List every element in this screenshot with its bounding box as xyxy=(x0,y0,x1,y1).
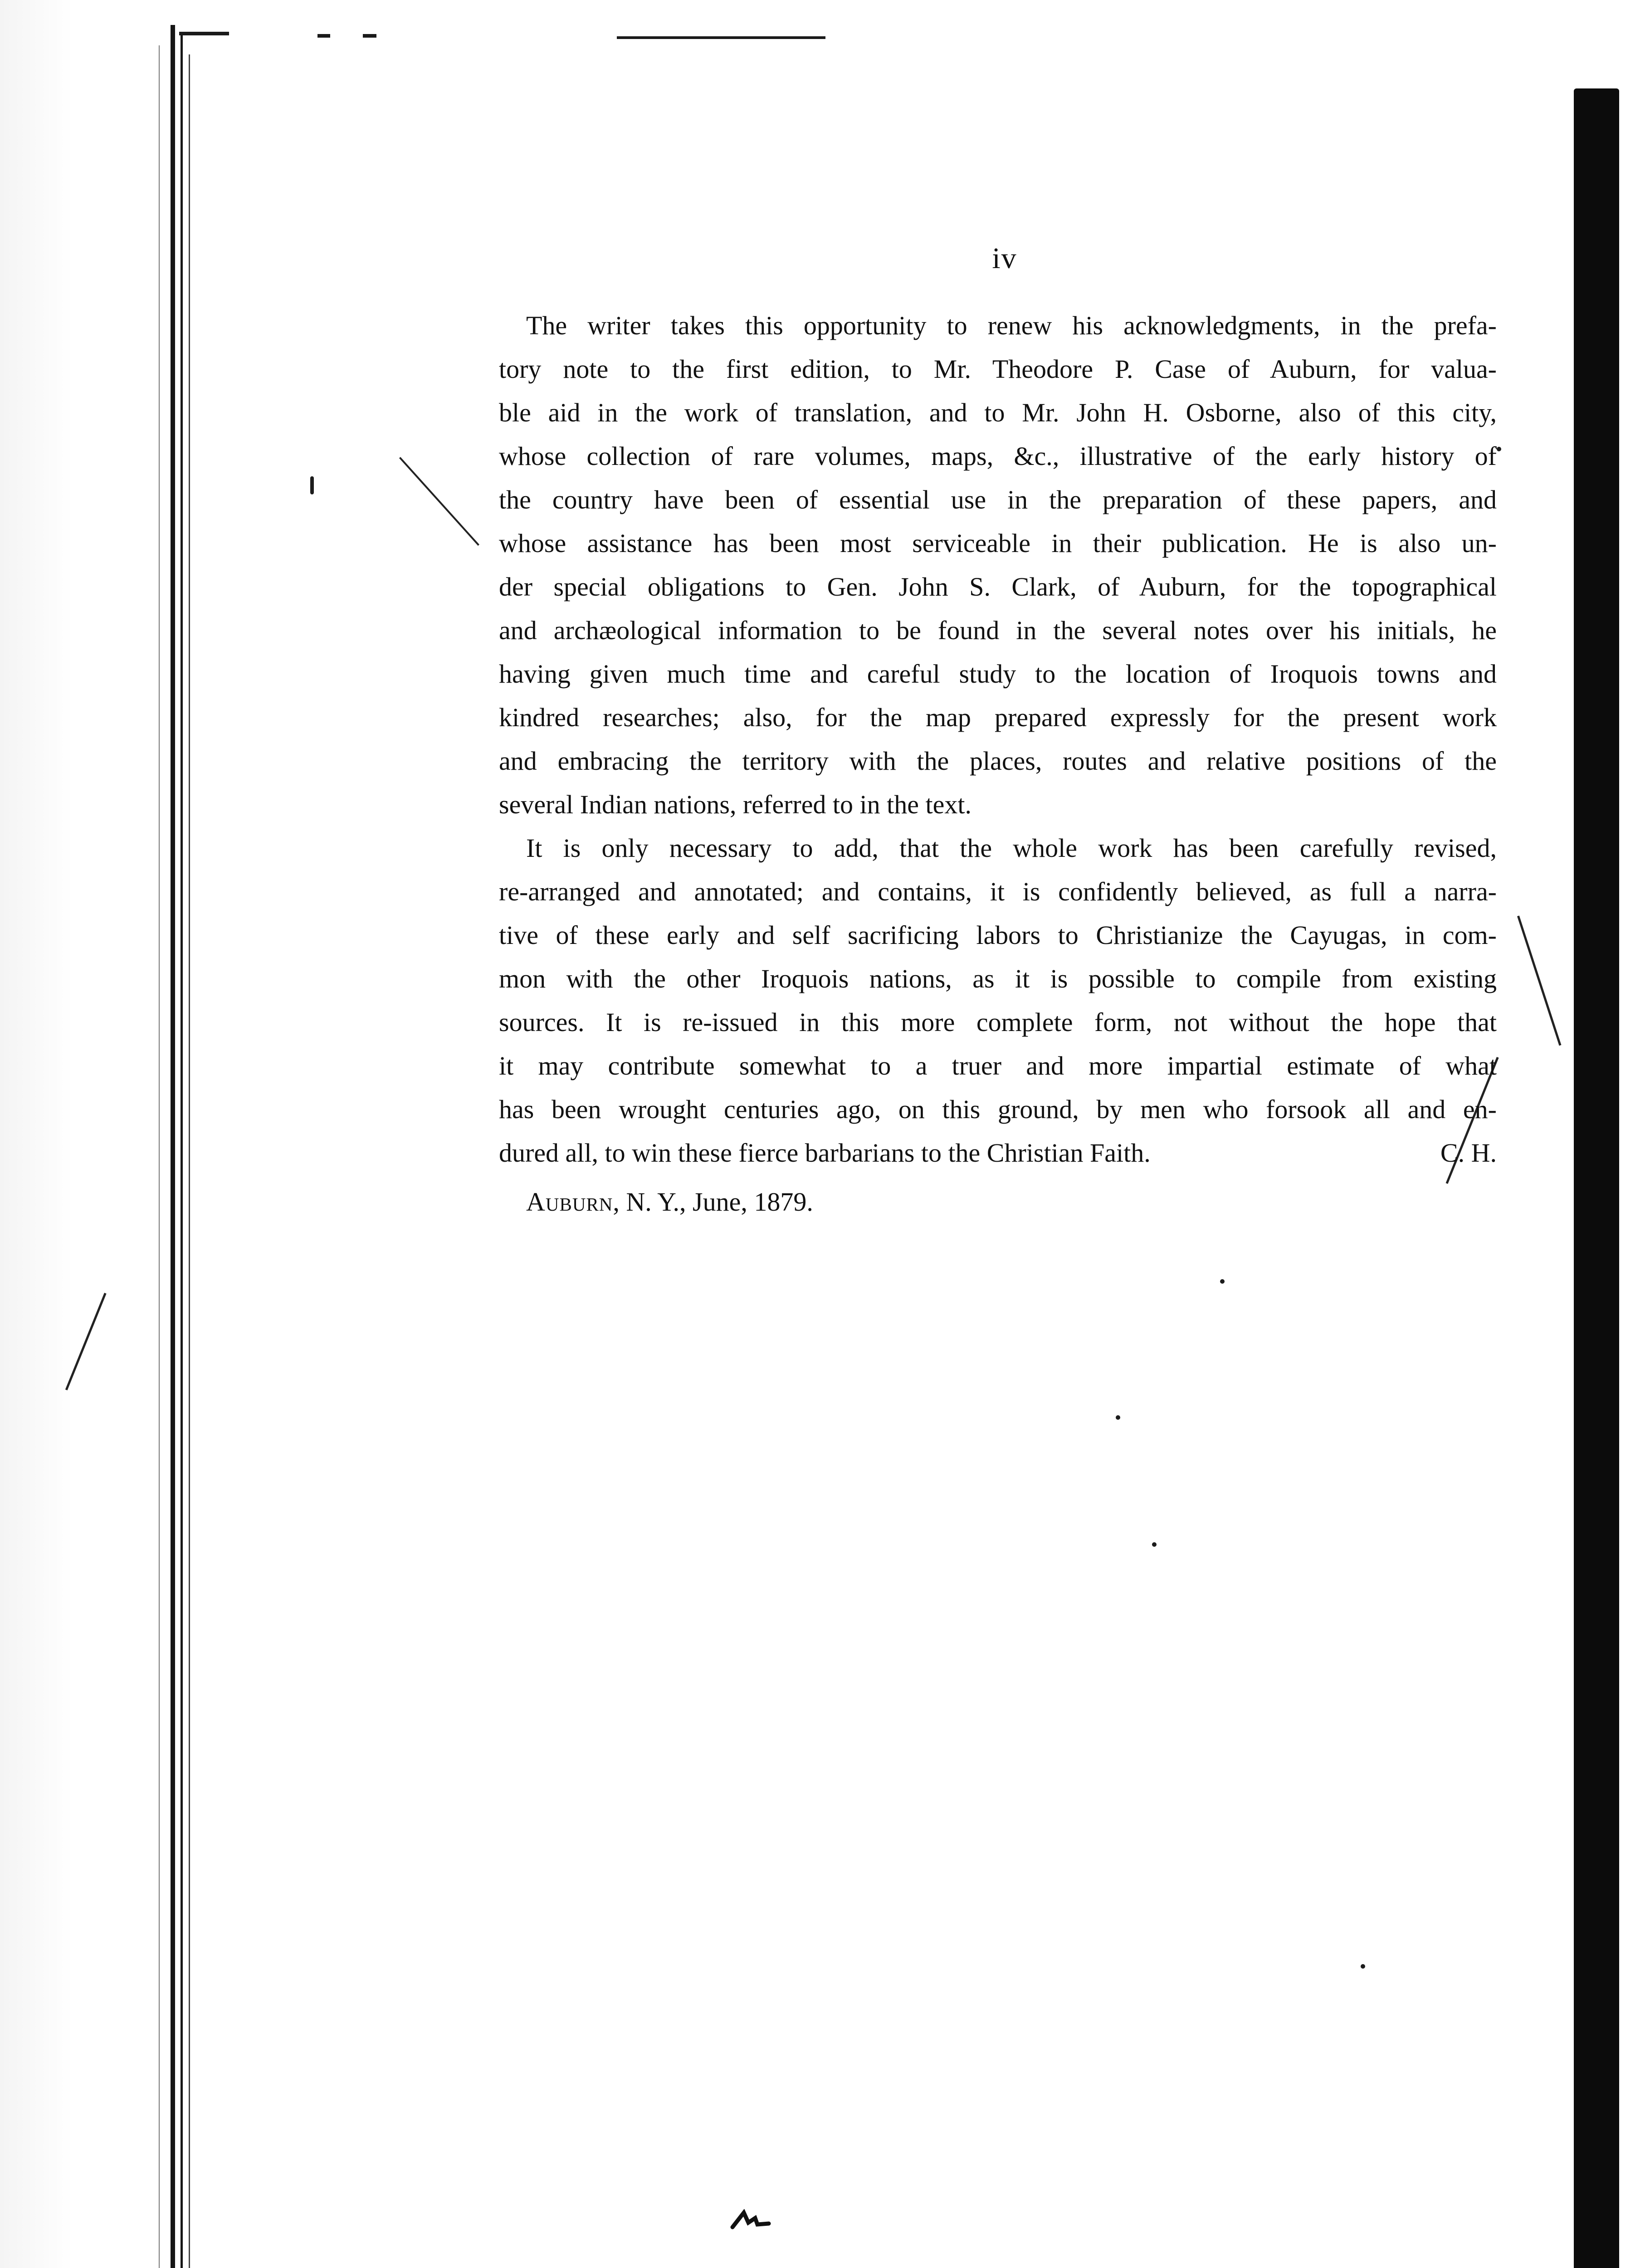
binding-edge-line xyxy=(181,32,183,2268)
ink-blot-mark xyxy=(730,2209,771,2232)
paragraph-2-line: It is only necessary to add, that the whole work has been carefully revised, xyxy=(526,833,1497,863)
paragraph-1-line: and embracing the territory with the places, routes and relative positions of the xyxy=(499,746,1497,776)
paragraph-1-line: having given much time and careful study to the location of Iroquois towns and xyxy=(499,659,1497,689)
scan-top-mark xyxy=(617,36,825,39)
margin-pencil-stroke xyxy=(399,457,479,546)
paragraph-1-line: whose collection of rare volumes, maps, &c., illustrative of the early history of xyxy=(499,441,1497,471)
paragraph-1-line: whose assistance has been most serviceable in their publication. He is also un- xyxy=(499,528,1497,558)
scan-left-margin xyxy=(0,0,190,2268)
paragraph-1-line: kindred researches; also, for the map prepared expressly for the present work xyxy=(499,703,1497,732)
paragraph-1-line: der special obligations to Gen. John S. Clark, of Auburn, for the topographical xyxy=(499,572,1497,601)
binding-edge-line xyxy=(171,25,175,2268)
scan-speck xyxy=(1361,1964,1365,1969)
place-name: Auburn xyxy=(526,1187,613,1217)
scan-top-mark xyxy=(179,32,229,35)
scan-speck xyxy=(1116,1415,1120,1420)
scan-speck xyxy=(1497,447,1501,451)
binding-edge-line xyxy=(189,54,190,2268)
paragraph-1-line: several Indian nations, referred to in the text. xyxy=(499,790,971,819)
binding-edge-line xyxy=(159,45,160,2268)
paragraph-1-line: tory note to the first edition, to Mr. Theodore P. Case of Auburn, for valua- xyxy=(499,354,1497,384)
paragraph-1-line: ble aid in the work of translation, and to Mr. John H. Osborne, also of this city, xyxy=(499,398,1497,427)
margin-pencil-stroke xyxy=(1517,915,1561,1046)
paragraph-2-line: dured all, to win these fierce barbarians to the Christian Faith. xyxy=(499,1138,1151,1168)
paragraph-2-line: re-arranged and annotated; and contains, it is confidently believed, as full a narra- xyxy=(499,877,1497,906)
place-date-rest: , N. Y., June, 1879. xyxy=(613,1187,813,1217)
scan-speck xyxy=(310,476,314,494)
paragraph-2-line: tive of these early and self sacrificing labors to Christianize the Cayugas, in com- xyxy=(499,920,1497,950)
paragraph-2-final-line xyxy=(499,1131,1497,1175)
scan-top-mark xyxy=(317,34,330,38)
paragraph-1-line: the country have been of essential use in the preparation of these papers, and xyxy=(499,485,1497,514)
scan-top-mark xyxy=(363,34,376,38)
paragraph-1-line: The writer takes this opportunity to renew his acknowledgments, in the prefa- xyxy=(526,311,1497,340)
author-initials: C. H. xyxy=(1440,1138,1497,1168)
scan-speck xyxy=(1220,1279,1225,1284)
preface-body xyxy=(499,304,1497,1175)
paragraph-2-line: it may contribute somewhat to a truer and more impartial estimate of what xyxy=(499,1051,1497,1080)
scan-right-shadow xyxy=(1574,88,1619,2268)
paragraph-2-line: has been wrought centuries ago, on this ground, by men who forsook all and en- xyxy=(499,1095,1497,1124)
paragraph-2-line: sources. It is re-issued in this more complete form, not without the hope that xyxy=(499,1007,1497,1037)
page-number: iv xyxy=(992,242,1017,275)
place-and-date xyxy=(526,1184,813,1220)
scan-speck xyxy=(1152,1542,1157,1547)
paragraph-2-line: mon with the other Iroquois nations, as it is possible to compile from existing xyxy=(499,964,1497,993)
paragraph-1-line: and archæological information to be found in the several notes over his initials, he xyxy=(499,616,1497,645)
